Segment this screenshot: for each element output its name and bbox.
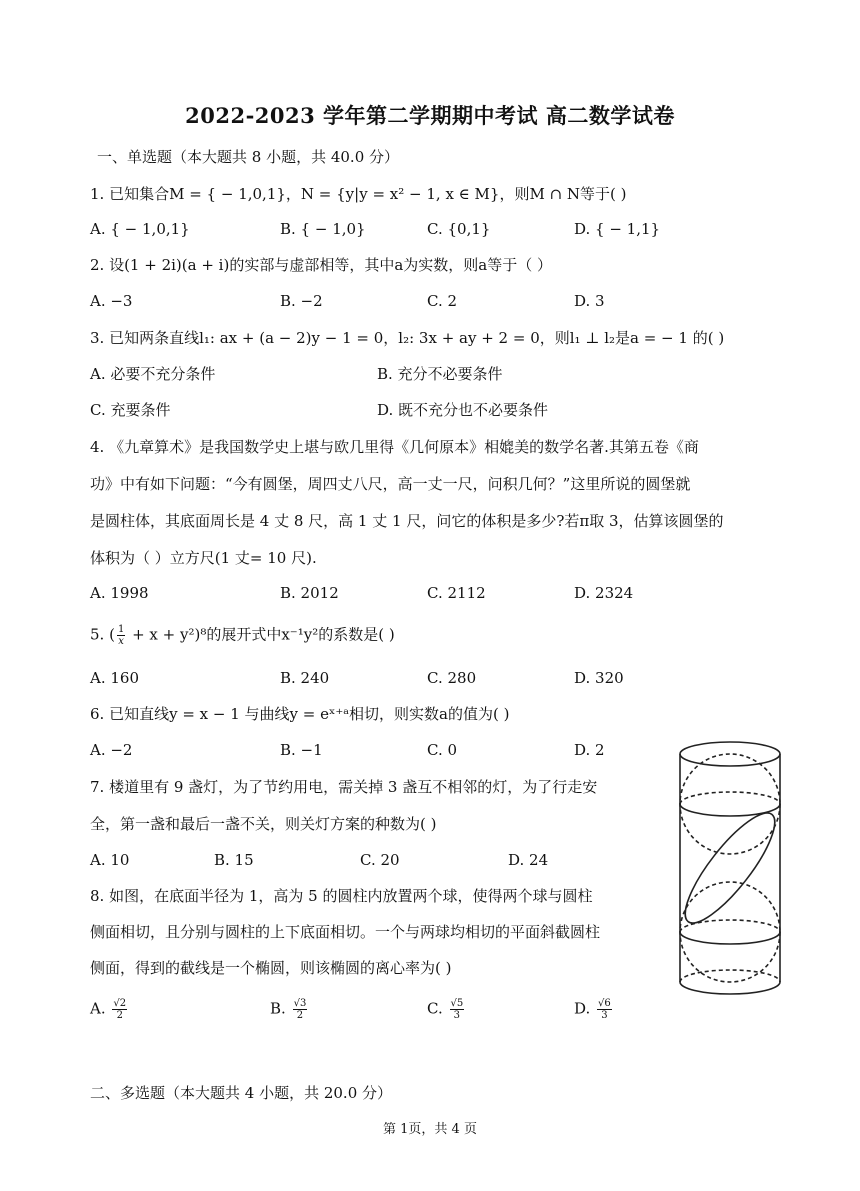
q5-option-b: B. 240 [280, 669, 330, 687]
q8-option-d-label: D. [574, 999, 591, 1018]
question-4-line-4: 体积为（ ）立方尺(1 丈= 10 尺). [90, 549, 317, 567]
question-4-line-2: 功》中有如下问题：“今有圆堡，周四丈八尺，高一丈一尺，问积几何？”这里所说的圆堡就 [90, 475, 691, 493]
question-1-stem: 1. 已知集合M = { − 1,0,1}，N = {y|y = x² − 1, x ∈ M}，则M ∩ N等于( ) [90, 185, 627, 203]
cylinder-top-ellipse [680, 742, 780, 766]
q6-option-b: B. −1 [280, 741, 323, 759]
q1-option-b: B. { − 1,0} [280, 220, 366, 238]
q8-option-b-label: B. [270, 999, 286, 1018]
q8-option-c-fraction [450, 998, 465, 1021]
q8-option-c-denominator: 3 [453, 1010, 461, 1021]
q8-option-a-fraction [112, 998, 127, 1021]
q8-option-d-denominator: 3 [601, 1010, 608, 1021]
upper-sphere-equator-front [680, 804, 780, 816]
lower-sphere [680, 882, 780, 982]
page-title: 2022-2023 学年第二学期期中考试 高二数学试卷 [185, 103, 675, 128]
q2-option-c: C. 2 [427, 292, 458, 310]
question-8-line-3: 侧面，得到的截线是一个椭圆，则该椭圆的离心率为( ) [90, 959, 452, 977]
question-5-stem [90, 624, 395, 647]
question-4-line-3: 是圆柱体，其底面周长是 4 丈 8 尺，高 1 丈 1 尺，问它的体积是多少?若π取 3，估算该圆堡的 [90, 512, 724, 530]
upper-sphere [680, 754, 780, 854]
q5-suffix: + x + y²)⁸的展开式中x⁻¹y²的系数是( ) [127, 625, 395, 644]
question-7-line-1: 7. 楼道里有 9 盏灯，为了节约用电，需关掉 3 盏互不相邻的灯，为了行走安 [90, 778, 598, 796]
cylinder-bottom-front [680, 982, 780, 994]
q2-option-b: B. −2 [280, 292, 323, 310]
cylinder-spheres-figure [670, 730, 790, 1010]
q8-option-d [574, 998, 614, 1021]
q7-option-b: B. 15 [214, 851, 254, 869]
q8-option-b-denominator: 2 [296, 1010, 304, 1021]
q7-option-c: C. 20 [360, 851, 400, 869]
q1-option-c: C. {0,1} [427, 220, 491, 238]
q5-fraction [117, 624, 125, 647]
q8-option-a-label: A. [90, 999, 106, 1018]
question-4-line-1: 4. 《九章算术》是我国数学史上堪与欧几里得《几何原本》相媲美的数学名著.其第五卷《商 [90, 438, 699, 456]
q2-option-d: D. 3 [574, 292, 605, 310]
q7-option-a: A. 10 [90, 851, 130, 869]
q2-option-a: A. −3 [90, 292, 133, 310]
section-ellipse [672, 802, 787, 934]
q5-option-a: A. 160 [90, 669, 139, 687]
q3-option-b: B. 充分不必要条件 [377, 365, 503, 383]
section-heading-multiple-choice: 二、多选题（本大题共 4 小题，共 20.0 分） [90, 1084, 393, 1102]
q4-option-b: B. 2012 [280, 584, 339, 602]
q8-option-b-fraction [293, 998, 308, 1021]
q5-prefix: 5. ( [90, 625, 115, 644]
q8-option-d-fraction [597, 998, 612, 1021]
q5-option-c: C. 280 [427, 669, 477, 687]
q8-option-b [270, 998, 309, 1021]
q8-option-a [90, 998, 129, 1021]
lower-sphere-equator-front [680, 932, 780, 944]
q8-option-a-numerator: √2 [113, 998, 127, 1009]
q8-option-a-denominator: 2 [116, 1010, 123, 1021]
question-8-line-2: 侧面相切，且分别与圆柱的上下底面相切。一个与两球均相切的平面斜截圆柱 [90, 923, 601, 941]
q8-option-c-label: C. [427, 999, 443, 1018]
q6-option-c: C. 0 [427, 741, 458, 759]
q8-option-d-numerator: √6 [598, 998, 611, 1009]
q8-option-c [427, 998, 466, 1021]
q5-option-d: D. 320 [574, 669, 624, 687]
question-8-line-1: 8. 如图，在底面半径为 1，高为 5 的圆柱内放置两个球，使得两个球与圆柱 [90, 887, 593, 905]
question-7-line-2: 全，第一盏和最后一盏不关，则关灯方案的种数为( ) [90, 815, 437, 833]
q1-option-a: A. { − 1,0,1} [90, 220, 190, 238]
q3-option-c: C. 充要条件 [90, 401, 171, 419]
question-2-stem: 2. 设(1 + 2i)(a + i)的实部与虚部相等，其中a为实数，则a等于（ ） [90, 256, 552, 274]
section-heading-single-choice: 一、单选题（本大题共 8 小题，共 40.0 分） [97, 148, 400, 166]
q3-option-a: A. 必要不充分条件 [90, 365, 216, 383]
q6-option-d: D. 2 [574, 741, 605, 759]
q5-fraction-denominator: x [118, 636, 124, 647]
q4-option-d: D. 2324 [574, 584, 634, 602]
cylinder-bottom-back [680, 970, 780, 982]
question-6-stem: 6. 已知直线y = x − 1 与曲线y = eˣ⁺ᵃ相切，则实数a的值为( ) [90, 705, 510, 723]
q7-option-d: D. 24 [508, 851, 549, 869]
page-footer: 第 1页，共 4 页 [383, 1122, 477, 1137]
q1-option-d: D. { − 1,1} [574, 220, 661, 238]
q8-option-c-numerator: √5 [450, 998, 464, 1009]
q4-option-a: A. 1998 [90, 584, 149, 602]
lower-sphere-equator-back [680, 920, 780, 932]
upper-sphere-equator-back [680, 792, 780, 804]
q3-option-d: D. 既不充分也不必要条件 [377, 401, 549, 419]
q4-option-c: C. 2112 [427, 584, 486, 602]
q8-option-b-numerator: √3 [293, 998, 307, 1009]
q5-fraction-numerator: 1 [117, 624, 125, 635]
q6-option-a: A. −2 [90, 741, 133, 759]
question-3-stem: 3. 已知两条直线l₁: ax + (a − 2)y − 1 = 0，l₂: 3x + ay + 2 = 0，则l₁ ⊥ l₂是a = − 1 的( ) [90, 329, 725, 347]
